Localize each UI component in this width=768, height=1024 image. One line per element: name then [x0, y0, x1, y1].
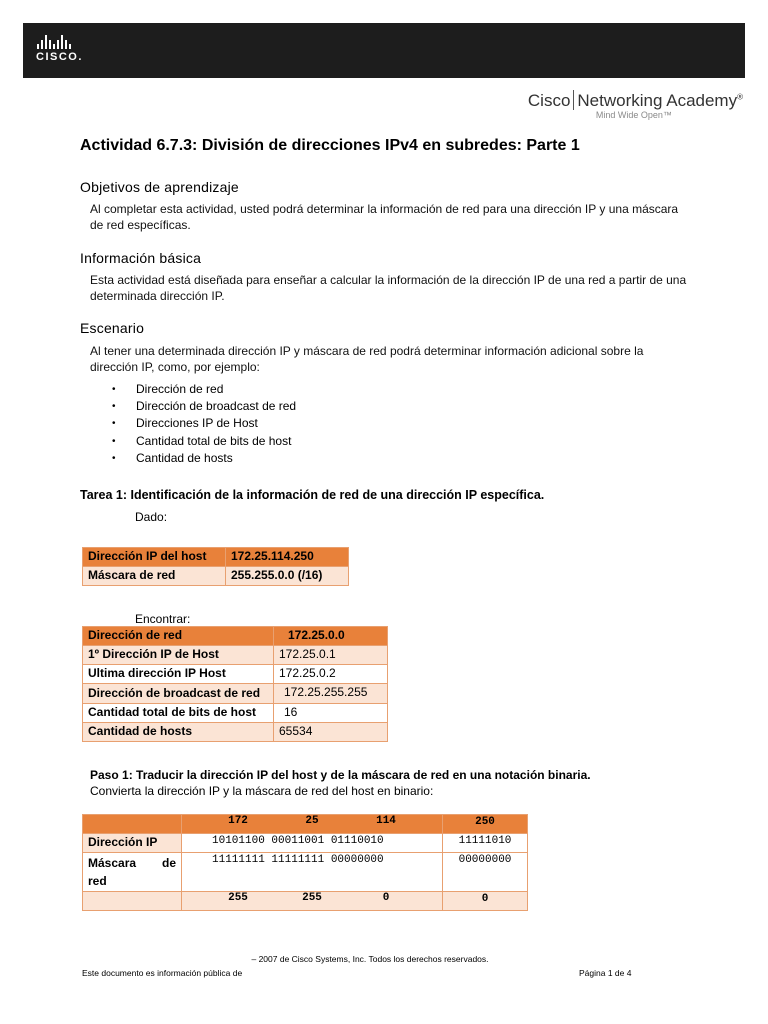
binary-header-cell: 25 — [305, 815, 319, 827]
heading-escenario: Escenario — [80, 320, 145, 336]
find-label-cell: Ultima dirección IP Host — [83, 665, 274, 684]
bullet-list — [112, 381, 296, 467]
para-informacion: Esta actividad está diseñada para enseñar a calcular la información de la dirección IP de una red a partir de una determinada dirección IP. — [90, 273, 687, 303]
find-label-cell: 1º Dirección IP de Host — [83, 646, 274, 665]
table-row — [83, 704, 388, 723]
table-row — [83, 815, 528, 834]
heading-informacion: Información básica — [80, 250, 202, 266]
find-label-cell: Cantidad de hosts — [83, 723, 274, 742]
binary-mask-bits: 11111111 11111111 00000000 — [182, 853, 443, 892]
header-bar — [23, 23, 745, 78]
table-row — [83, 834, 528, 853]
list-item: • Dirección de red — [112, 381, 296, 398]
find-label-cell: Dirección de red — [83, 627, 274, 646]
para-escenario: Al tener una determinada dirección IP y máscara de red podrá determinar información adicional sobre la dirección IP, como, por ejemplo: — [90, 344, 644, 374]
table-row — [83, 627, 388, 646]
binary-footer-cell: 0 — [382, 892, 390, 904]
binary-mask-label: Máscara de red — [83, 853, 182, 892]
academy-tagline: Mind Wide Open™ — [595, 110, 672, 120]
step1-title: Paso 1: Traducir la dirección IP del host y de la máscara de red en una notación binaria. — [90, 768, 591, 782]
binary-footer-cell: 255 — [302, 892, 322, 904]
table-row — [83, 646, 388, 665]
cisco-bars-icon — [37, 35, 83, 49]
binary-header-cell: 172 — [228, 815, 248, 827]
binary-footer-cell: 255 — [228, 892, 248, 904]
list-item: • Cantidad total de bits de host — [112, 433, 296, 450]
binary-footer-cell: 0 — [443, 892, 528, 911]
find-label-cell: Dirección de broadcast de red — [83, 684, 274, 704]
step1-subtitle: Convierta la dirección IP y la máscara de red del host en binario: — [90, 784, 434, 798]
academy-brand — [528, 90, 743, 120]
binary-header-cell: 114 — [376, 815, 396, 827]
given-ip-label: Dirección IP del host — [83, 548, 226, 567]
find-label-cell: Cantidad total de bits de host — [83, 704, 274, 723]
footer-page-number: Página 1 de 4 — [579, 968, 632, 978]
binary-header-cell: 250 — [443, 815, 528, 834]
given-mask-label: Máscara de red — [83, 567, 226, 586]
footer-copyright: – 2007 de Cisco Systems, Inc. Todos los derechos reservados. — [251, 954, 489, 964]
find-table — [82, 626, 388, 742]
table-row — [83, 684, 388, 704]
binary-mask-bits-last: 00000000 — [443, 853, 528, 892]
list-item: • Dirección de broadcast de red — [112, 398, 296, 415]
find-value-cell: 172.25.0.1 — [274, 646, 388, 665]
binary-ip-bits-last: 11111010 — [443, 834, 528, 853]
find-value-cell: 172.25.0.2 — [274, 665, 388, 684]
footer-left: Este documento es información pública de — [82, 968, 243, 978]
binary-ip-label: Dirección IP — [83, 834, 182, 853]
list-item: • Direcciones IP de Host — [112, 415, 296, 432]
binary-table — [82, 814, 528, 911]
cisco-logo — [36, 35, 83, 63]
table-row — [83, 567, 349, 586]
table-row — [83, 723, 388, 742]
table-row — [83, 665, 388, 684]
logo-text: CISCO. — [36, 51, 83, 63]
find-value-cell: 16 — [274, 704, 388, 723]
find-value-cell: 172.25.0.0 — [274, 627, 388, 646]
task1-title: Tarea 1: Identificación de la información de red de una dirección IP específica. — [80, 488, 545, 502]
table-row — [83, 853, 528, 892]
para-objetivos: Al completar esta actividad, usted podrá determinar la información de red para una dirección IP y una máscara de red específicas. — [90, 202, 679, 232]
academy-reg: ® — [737, 92, 743, 102]
academy-name: Networking Academy — [577, 91, 738, 110]
find-value-cell: 172.25.255.255 — [274, 684, 388, 704]
given-label: Dado: — [135, 510, 168, 524]
table-row — [83, 892, 528, 911]
find-label: Encontrar: — [135, 612, 191, 626]
given-mask-value: 255.255.0.0 (/16) — [226, 567, 349, 586]
given-ip-value: 172.25.114.250 — [226, 548, 349, 567]
list-item: • Cantidad de hosts — [112, 450, 296, 467]
table-row — [83, 548, 349, 567]
given-table — [82, 547, 349, 586]
find-value-cell: 65534 — [274, 723, 388, 742]
academy-brand-cisco: Cisco — [527, 91, 571, 110]
binary-ip-bits: 10101100 00011001 01110010 — [182, 834, 443, 853]
heading-objetivos: Objetivos de aprendizaje — [80, 179, 239, 195]
page-title: Actividad 6.7.3: División de direcciones IPv4 en subredes: Parte 1 — [80, 137, 580, 154]
